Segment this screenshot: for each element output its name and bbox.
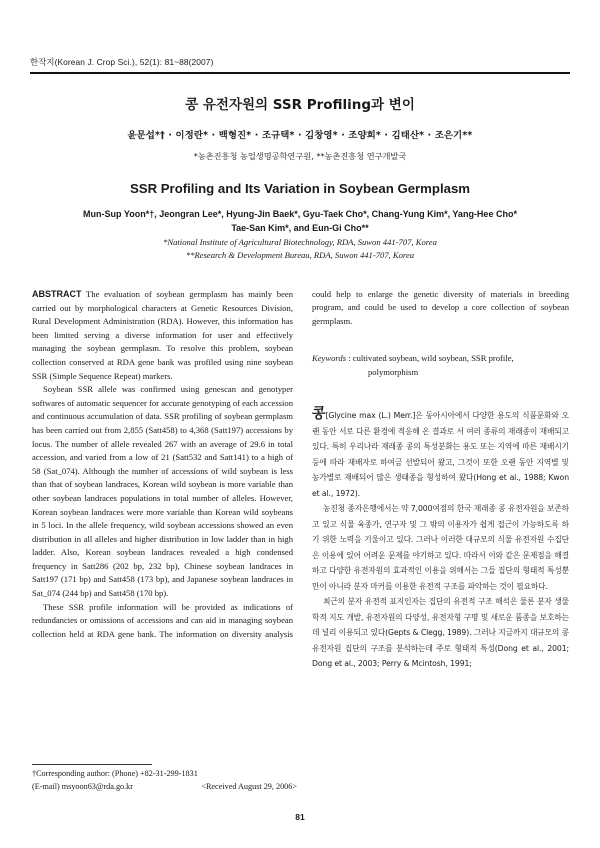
korean-title: 콩 유전자원의 SSR Profiling과 변이 bbox=[185, 97, 415, 113]
english-authors-line1: Mun-Sup Yoon*†, Jeongran Lee*, Hyung-Jin Baek*, Gyu-Taek Cho*, Chang-Yung Kim*, Yang-Hee Cho* bbox=[83, 209, 517, 219]
korean-authors: 윤문섭*† · 이정란* · 백형진* · 조규택* · 김창영* · 조양희* · 김태산* · 조은기** bbox=[127, 130, 473, 141]
left-column bbox=[32, 288, 293, 641]
abstract-continuation bbox=[312, 288, 569, 342]
english-authors-line2: Tae-San Kim*, and Eun-Gi Cho** bbox=[231, 223, 369, 233]
footnote-rule bbox=[32, 764, 152, 765]
footnote-received: <Received August 29, 2006> bbox=[201, 781, 297, 791]
abstract-label: ABSTRACT bbox=[32, 289, 82, 299]
english-title: SSR Profiling and Its Variation in Soybean Germplasm bbox=[129, 181, 471, 196]
footnote-row bbox=[32, 781, 297, 794]
abstract-text-1: The evaluation of soybean germplasm has mainly been carried out by morphological characters at Genetic Resources Division, Rural Development Administration (RDA). However, this information has been limited serving a diverse information for user and effectively managing the soybean germplasm. To resolve this problem, soybean collection conserved at RDA gene bank was profiled using nine soybean SSR (Simple Sequence Repeat) markers. bbox=[32, 289, 293, 381]
abstract-paragraph-3: These SSR profile information will be provided as indications of redundancies or omissions of accessions and can aid in managing soybean collection held at RDA gene bank. The information on diversity analysis bbox=[32, 601, 293, 639]
right-column bbox=[312, 288, 569, 672]
korean-paragraph-1 bbox=[312, 407, 569, 501]
footnote bbox=[32, 768, 297, 793]
korean-affiliation: *농촌진흥청 농업생명공학연구원, **농촌진흥청 연구개발국 bbox=[193, 151, 407, 161]
header-rule bbox=[30, 72, 570, 74]
page-number: 81 bbox=[295, 812, 305, 822]
footnote-email: (E-mail) msyoon63@rda.go.kr bbox=[32, 781, 133, 791]
footnote-corresponding: †Corresponding author: (Phone) +82-31-299-1831 bbox=[32, 769, 198, 778]
korean-paragraph-3: 최근의 분자 유전적 표지인자는 집단의 유전적 구조 해석은 물론 분자 생물학적 지도 개발, 유전자원의 다양성, 유전자형 구명 및 새로운 품종을 보호하는데 널리 이용되고 있다(Gepts & Clegg, 1989). 그러나 지금까지 대규모의 콩 유전자원 집단의 구조를 분석하는데 주로 형태적 특성(Dong et al., 2001; Dong et al., 2003; Perry & Mcintosh, 1991; bbox=[312, 597, 569, 669]
abstract-paragraph-2: Soybean SSR allele was confirmed using genescan and genotyper softwares of automatic sequencer for accurate genotyping of each accession and continuous accumulation of data. SSR profiling of soybean germplasm has been carried out from 2,855 (Satt458) to 4,368 (Satt197) accessions by locus. The number of allele revealed 267 with an average of 29.6 in total accession, and varied from a low of 21 (Satt532 and Satt141) to a high of 58 (Sat_074). Although the number of accessions of wild soybean is less than that of soybean landraces, Korean wild soybean is more variable than other soybean landraces populations in total number of alleles. However, Korean soybean landraces were more variable than Korean wild soybeans in 5 loci. In the allele frequency, wild soybean accessions showed an even distribution in all alleles and higher distribution in low ladder than in high ladder. Also, Korean soybean landraces revealed a high condensed frequency in Satt286 (202 bp, 232 bp), Chinese soybean landraces in Satt197 (171 bp) and Satt458 (173 bp), and Japanese soybean landraces in Sat_074 (244 bp) and Satt458 (170 bp). bbox=[32, 384, 293, 599]
abstract-paragraph-3-cont: could help to enlarge the genetic diversity of materials in breeding program, and could be used to develop a core collection of soybean germplasm. bbox=[312, 288, 569, 326]
english-affiliation-1: *National Institute of Agricultural Biotechnology, RDA, Suwon 441-707, Korea bbox=[163, 237, 437, 247]
korean-paragraph-2: 농진청 종자은행에서는 약 7,000여점의 한국 재래종 콩 유전자원을 보존하고 있고 식물 육종가, 연구자 및 그 밖의 이용자가 쉽게 접근이 가능하도록 하기 위한 노력을 기울이고 있다. 그러나 이러한 대규모의 식물 유전자원 수집단은 이용에 있어 어려운 문제를 야기하고 있다. 따라서 이와 같은 문제점을 해결하고 다양한 유전자원의 효과적인 이용을 위해서는 그들 집단의 형태적 특성뿐만이 아니라 분자 마커를 이용한 유전적 구조를 파악하는 것이 필요하다. bbox=[312, 504, 569, 591]
keywords-line1: : cultivated soybean, wild soybean, SSR profile, bbox=[348, 353, 514, 363]
english-authors bbox=[55, 207, 545, 235]
keywords-line2: polymorphism bbox=[368, 366, 419, 377]
korean-paragraph-1-text: [Glycine max (L.) Merr.]은 동아시아에서 다양한 용도의 식품문화와 오랜 동안 서로 다른 환경에 적응해 온 결과로 서 여러 종류의 재래종이 재배되고 있다. 특히 우리나라 재래종 콩의 특성분화는 용도 또는 지역에 따른 재배시기 등에 따라 재배자로 하여금 선발되어 왔고, 그것이 또한 오랜 동안 지역별 및 농가별로 재배되어 많은 생태종을 형성하여 왔다(Hong et al., 1988; Kwon et al., 1972). bbox=[312, 411, 569, 498]
journal-citation: 한작지(Korean J. Crop Sci.), 52(1): 81~88(2007) bbox=[30, 57, 214, 67]
keywords bbox=[312, 352, 569, 379]
english-affiliation-2: **Research & Development Bureau, RDA, Suwon 441-707, Korea bbox=[185, 250, 415, 260]
korean-body bbox=[312, 407, 569, 672]
abstract-paragraph-1 bbox=[32, 288, 293, 383]
korean-dropcap: 콩 bbox=[312, 406, 326, 423]
keywords-label: Keywords bbox=[312, 353, 347, 363]
